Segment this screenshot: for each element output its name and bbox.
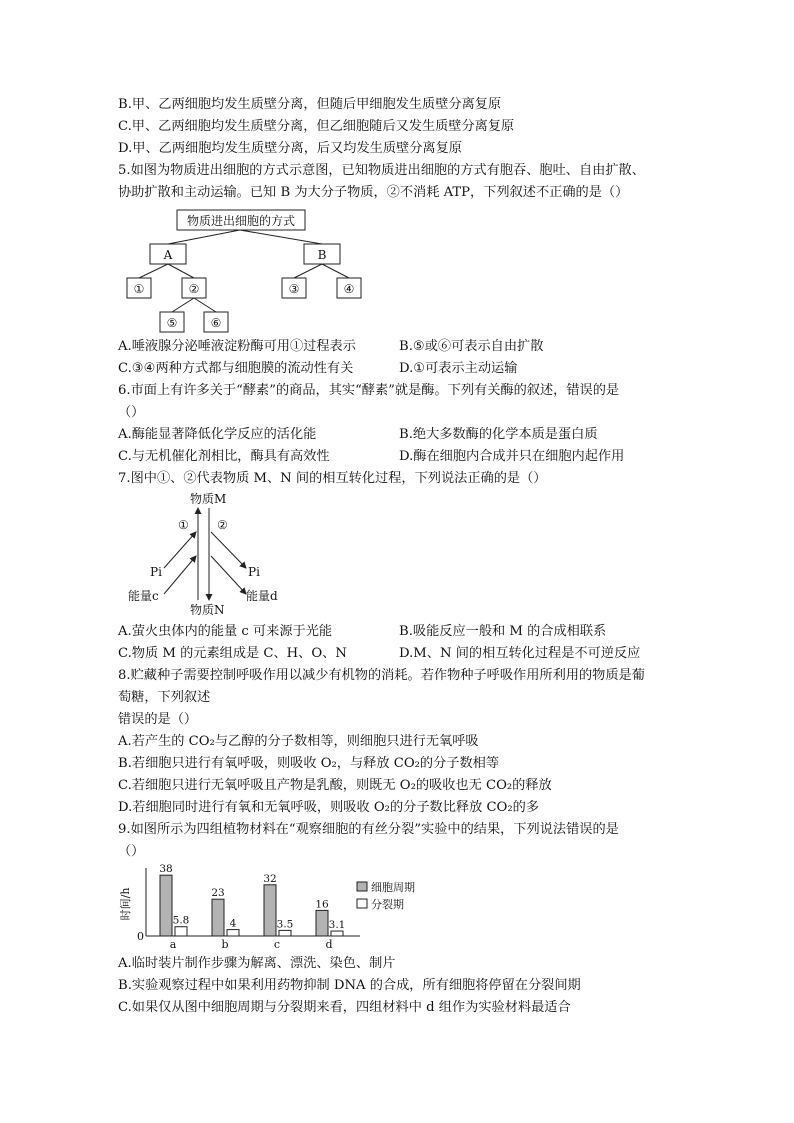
q6-option-c: C.与无机催化剂相比，酶具有高效性 [118,449,330,464]
arrow-pi-left [164,532,196,568]
data-label-b-cycle: 23 [211,887,225,900]
bar-c-cycle [264,885,276,936]
category-label-a: a [169,938,177,951]
q5-stem-line2: 协助扩散和主动运输。已知 B 为大分子物质，②不消耗 ATP，下列叙述不正确的是（） [118,185,629,200]
q8-option-d: D.若细胞同时进行有氧和无氧呼吸，则吸收 O₂的分子数比释放 CO₂的多 [118,800,540,815]
bar-c-division [279,930,291,936]
q6-option-a: A.酶能显著降低化学反应的活化能 [118,427,317,442]
q6-option-b: B.绝大多数酶的化学本质是蛋白质 [399,427,598,442]
q8-stem-line1: 8.贮藏种子需要控制呼吸作用以减少有机物的消耗。若作物种子呼吸作用所利用的物质是葡 [118,668,645,683]
q4-option-c: C.甲、乙两细胞均发生质壁分离，但乙细胞随后又发生质壁分离复原 [118,119,515,134]
diagram-label-2: ② [188,282,200,296]
substance-n-label: 物质N [190,603,225,617]
diagram-box-a [150,244,186,264]
bar-b-division [227,930,239,936]
data-label-c-cycle: 32 [263,872,277,885]
diagram-root-box [177,210,305,230]
q8-option-a: A.若产生的 CO₂与乙醇的分子数相等，则细胞只进行无氧呼吸 [118,734,479,749]
data-label-a-cycle: 38 [159,863,173,876]
process-1-label: ① [178,518,189,532]
arrow-pi-right [211,532,246,568]
q7-option-c: C.物质 M 的元素组成是 C、H、O、N [118,646,347,661]
q9-option-b: B.实验观察过程中如果利用药物抑制 DNA 的合成，所有细胞将停留在分裂间期 [118,978,581,993]
q8-option-b: B.若细胞只进行有氧呼吸，则吸收 O₂，与释放 CO₂的分子数相等 [118,756,500,771]
data-label-d-division: 3.1 [328,919,346,932]
legend-label-division: 分裂期 [371,898,404,911]
q7-option-a: A.萤火虫体内的能量 c 可来源于光能 [118,624,333,639]
legend-swatch-division [357,899,367,908]
q9-stem-line2: （） [118,844,145,859]
diagram-box-3 [282,278,306,298]
q4-option-d: D.甲、乙两细胞均发生质壁分离，后又均发生质壁分离复原 [118,141,462,156]
data-label-c-division: 3.5 [276,918,294,931]
arrow-energy-d [211,556,246,594]
diagram-root-label: 物质进出细胞的方式 [186,214,296,228]
q7-stem: 7.图中①、②代表物质 M、N 间的相互转化过程，下列说法正确的是（） [118,471,547,486]
data-label-a-division: 5.8 [172,914,190,927]
origin-label: 0 [137,930,144,943]
q9-option-c: C.如果仅从图中细胞周期与分裂期来看，四组材料中 d 组作为实验材料最适合 [118,1000,571,1015]
data-label-d-cycle: 16 [315,898,329,911]
q7-option-d: D.M、N 间的相互转化过程是不可逆反应 [399,646,641,661]
bar-b-cycle [212,899,224,936]
diagram-box-b [304,244,340,264]
q9-stem-line1: 9.如图所示为四组植物材料在“观察细胞的有丝分裂”实验中的结果，下列说法错误的是 [118,822,619,837]
q5-option-d: D.①可表示主动运输 [399,361,518,376]
q4-option-b: B.甲、乙两细胞均发生质壁分离，但随后甲细胞发生质壁分离复原 [118,97,502,112]
q5-option-b: B.⑤或⑥可表示自由扩散 [399,339,544,354]
diagram-box-6 [204,312,228,332]
category-label-c: c [273,938,281,951]
category-label-d: d [325,938,333,951]
q7-option-b: B.吸能反应一般和 M 的合成相联系 [399,624,607,639]
q6-stem-line1: 6.市面上有许多关于“酵素”的商品，其实“酵素”就是酶。下列有关酶的叙述，错误的是 [118,383,620,398]
energy-d-label: 能量d [246,589,278,603]
diagram-label-1: ① [133,282,145,296]
q8-stem-line3: 错误的是（） [118,712,198,727]
diagram-box-1 [127,278,151,298]
q6-option-d: D.酶在细胞内合成并只在细胞内起作用 [399,449,625,464]
bar-a-cycle [160,875,172,936]
q5-stem-line1: 5.如图为物质进出细胞的方式示意图，已知物质进出细胞的方式有胞吞、胞吐、自由扩散、 [118,163,645,178]
q9-option-a: A.临时装片制作步骤为解离、漂洗、染色、制片 [118,956,396,971]
category-label-b: b [221,938,229,951]
q8-stem-line2: 萄糖，下列叙述 [118,690,211,705]
legend-label-cycle: 细胞周期 [371,881,415,894]
energy-c-label: 能量c [128,589,159,603]
diagram-label-3: ③ [288,282,300,296]
diagram-label-a: A [163,248,173,262]
diagram-box-4 [337,278,361,298]
y-axis-label: 时间/h [119,887,132,921]
substance-m-label: 物质M [190,492,227,506]
diagram-box-2 [182,278,206,298]
diagram-box-5 [160,312,184,332]
pi-left-label: Pi [150,565,162,579]
bar-a-division [175,927,187,936]
q8-option-c: C.若细胞只进行无氧呼吸且产物是乳酸，则既无 O₂的吸收也无 CO₂的释放 [118,778,552,793]
process-2-label: ② [217,518,228,532]
bar-d-cycle [316,910,328,936]
pi-right-label: Pi [248,565,260,579]
mn-conversion-diagram [164,508,246,600]
q5-option-a: A.唾液腺分泌唾液淀粉酶可用①过程表示 [118,339,356,354]
diagram-label-5: ⑤ [166,316,178,330]
q5-option-c: C.③④两种方式都与细胞膜的流动性有关 [118,361,354,376]
diagram-label-6: ⑥ [210,316,222,330]
data-label-b-division: 4 [229,917,237,930]
q6-stem-line2: （） [118,405,145,420]
diagram-label-4: ④ [343,282,355,296]
bar-d-division [331,931,343,936]
diagram-label-b: B [317,248,327,262]
arrow-energy-c [164,556,196,594]
legend-swatch-cycle [357,882,367,891]
